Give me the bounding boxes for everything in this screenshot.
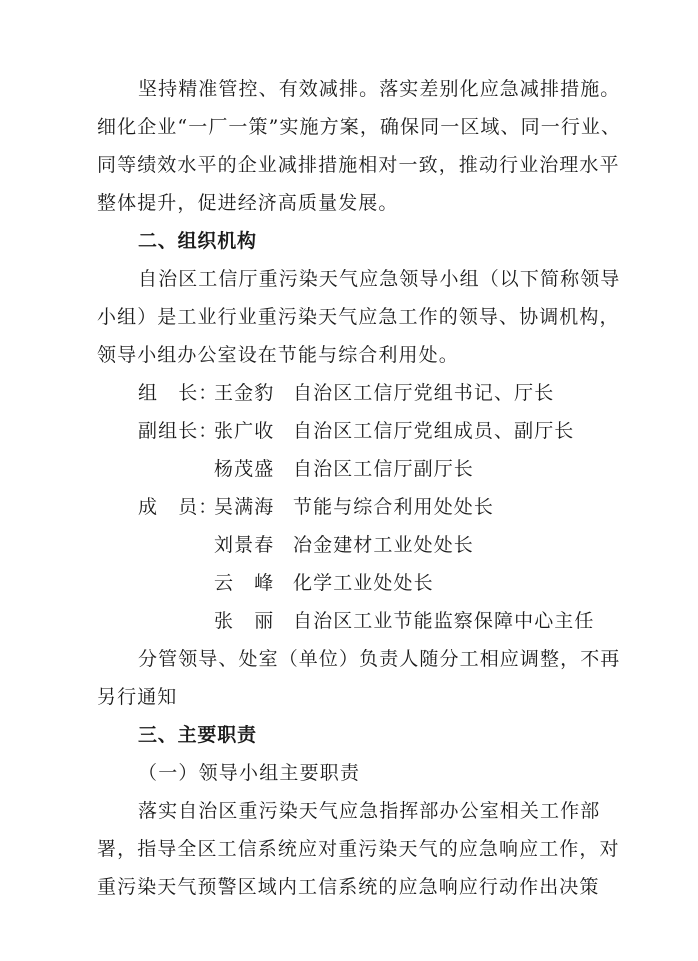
member-title: 冶金建材工业处处长: [293, 534, 474, 556]
member-role: 组 长：: [138, 382, 219, 404]
member-name: 吴满海: [214, 496, 275, 518]
paragraph-line: 细化企业“一厂一策”实施方案，确保同一区域、同一行业、: [97, 116, 622, 138]
member-title: 自治区工信厅党组书记、厅长: [293, 382, 555, 404]
member-title: 自治区工信厅副厅长: [293, 458, 474, 480]
section-heading: 三、主要职责: [138, 724, 257, 746]
member-role: 副组长：: [138, 420, 219, 442]
member-title: 节能与综合利用处处长: [293, 496, 495, 518]
paragraph-line: 落实自治区重污染天气应急指挥部办公室相关工作部: [138, 800, 601, 822]
paragraph-line: 坚持精准管控、有效减排。落实差别化应急减排措施。: [138, 78, 621, 100]
section-heading: 二、组织机构: [138, 230, 257, 252]
paragraph-line: 重污染天气预警区域内工信系统的应急响应行动作出决策: [97, 876, 600, 898]
paragraph-line: 同等绩效水平的企业减排措施相对一致，推动行业治理水平: [97, 154, 620, 176]
paragraph-line: 自治区工信厅重污染天气应急领导小组（以下简称领导: [138, 268, 621, 290]
member-name: 张 丽: [214, 610, 275, 632]
subsection-heading: （一）领导小组主要职责: [138, 762, 361, 784]
paragraph-line: 另行通知: [97, 686, 178, 708]
paragraph-line: 署，指导全区工信系统应对重污染天气的应急响应工作，对: [97, 838, 620, 860]
paragraph-line: 分管领导、处室（单位）负责人随分工相应调整，不再: [138, 648, 621, 670]
member-name: 云 峰: [214, 572, 275, 594]
member-name: 张广收: [214, 420, 275, 442]
member-title: 自治区工信厅党组成员、副厅长: [293, 420, 575, 442]
member-name: 杨茂盛: [214, 458, 275, 480]
paragraph-line: 整体提升，促进经济高质量发展。: [97, 192, 399, 214]
member-name: 刘景春: [214, 534, 275, 556]
member-role: 成 员：: [138, 496, 219, 518]
paragraph-line: 小组）是工业行业重污染天气应急工作的领导、协调机构，: [97, 306, 620, 328]
paragraph-line: 领导小组办公室设在节能与综合利用处。: [97, 344, 459, 366]
member-title: 自治区工业节能监察保障中心主任: [293, 610, 595, 632]
member-title: 化学工业处处长: [293, 572, 434, 594]
member-name: 王金豹: [214, 382, 275, 404]
